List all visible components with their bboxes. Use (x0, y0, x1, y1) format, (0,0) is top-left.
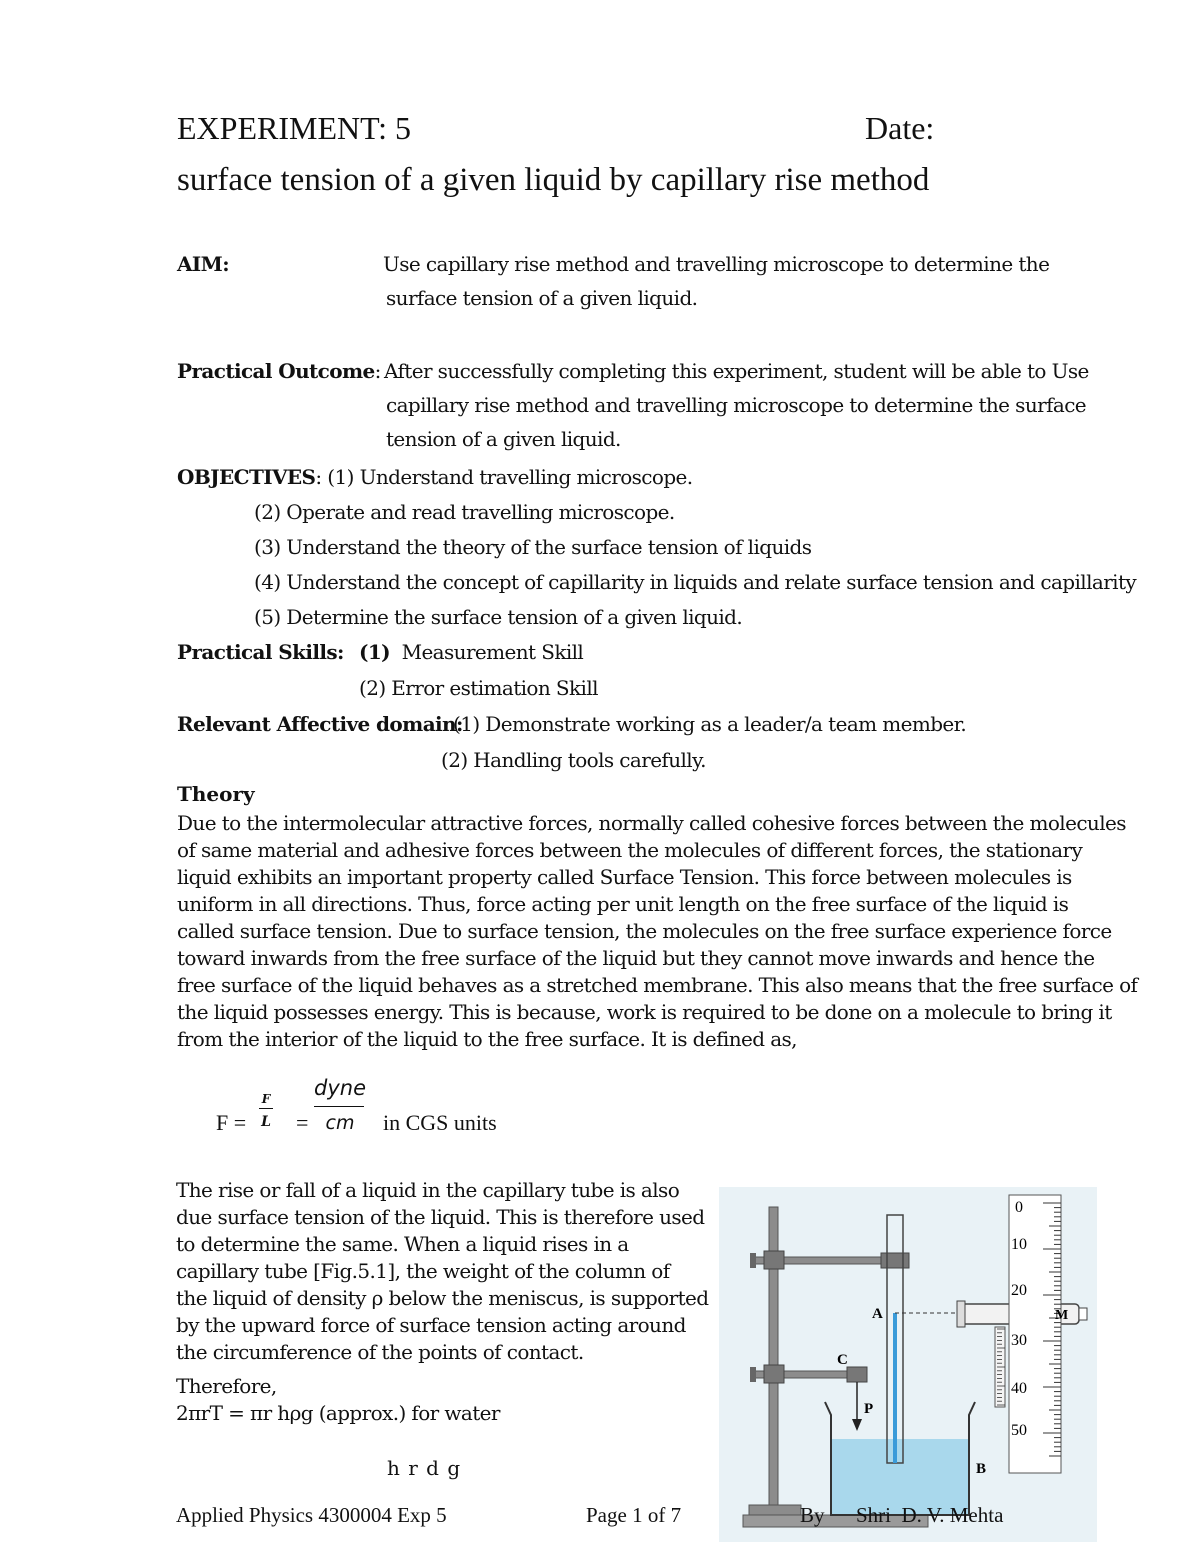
formula-units: in CGS units (383, 1110, 497, 1135)
footer-course: Applied Physics 4300004 Exp 5 (176, 1503, 447, 1527)
scale-label-30: 30 (1011, 1332, 1027, 1349)
formula-lhs: F = (216, 1110, 247, 1135)
objective-5: (5) Determine the surface tension of a given liquid. (254, 605, 743, 629)
aim-line-2: surface tension of a given liquid. (386, 286, 698, 310)
formula-fraction-bar-2 (314, 1106, 364, 1107)
theory-line: free surface of the liquid behaves as a stretched membrane. This also means that the free surface of (177, 973, 1138, 997)
date-label: Date: (865, 110, 935, 146)
objective-1: : (1) Understand travelling microscope. (315, 465, 693, 489)
theory-line: toward inwards from the free surface of the liquid but they cannot move inwards and hence the (177, 946, 1095, 970)
objectives-row-1 (177, 465, 693, 489)
formula-denominator-2: cm (325, 1112, 355, 1134)
skill-2: (2) Error estimation Skill (359, 676, 598, 700)
footer-page-number: Page 1 of 7 (586, 1503, 682, 1527)
theory-line: liquid exhibits an important property called Surface Tension. This force between molecules is (177, 865, 1072, 889)
upper-tube-holder (881, 1253, 909, 1268)
theory-line: Due to the intermolecular attractive forces, normally called cohesive forces between the molecules (177, 811, 1126, 835)
lower-clamp-boss (764, 1365, 784, 1383)
microscope-objective (1079, 1308, 1087, 1320)
scale-label-40: 40 (1011, 1380, 1027, 1397)
outcome-label-text: Practical Outcome (177, 359, 375, 383)
label-p: P (864, 1401, 874, 1417)
label-m: M (1055, 1308, 1069, 1323)
label-b: B (976, 1461, 987, 1477)
capillary-apparatus-figure (719, 1187, 1097, 1542)
capillary-paragraph (176, 1177, 708, 1366)
outcome-colon: : (374, 359, 381, 383)
therefore-text: Therefore, (176, 1374, 277, 1398)
needle-holder (847, 1367, 867, 1382)
theory-line: from the interior of the liquid to the free surface. It is defined as, (177, 1027, 797, 1051)
affective-label: Relevant Affective domain: (177, 712, 463, 736)
label-c: C (837, 1352, 848, 1368)
objective-2: (2) Operate and read travelling microscope. (254, 500, 675, 524)
formula-fraction-bar-1 (259, 1108, 273, 1109)
capillary-line: by the upward force of surface tension acting around (176, 1313, 686, 1337)
objective-3: (3) Understand the theory of the surface tension of liquids (254, 535, 812, 559)
capillary-line: the circumference of the points of contact. (176, 1340, 584, 1364)
lower-clamp-knob (750, 1367, 756, 1382)
capillary-line: the liquid of density ρ below the meniscus, is supported (176, 1286, 709, 1310)
affective-1: (1) Demonstrate working as a leader/a team member. (453, 712, 967, 736)
theory-line: called surface tension. Due to surface tension, the molecules on the free surface experience force (177, 919, 1112, 943)
theory-line: the liquid possesses energy. This is because, work is required to be done on a molecule to bring it (177, 1000, 1112, 1024)
theory-line: uniform in all directions. Thus, force acting per unit length on the free surface of the liquid is (177, 892, 1069, 916)
microscope-eyepiece (957, 1301, 965, 1327)
upper-clamp-boss (764, 1251, 784, 1269)
theory-line: of same material and adhesive forces between the molecules of different forces, the stationary (177, 838, 1083, 862)
scale-label-20: 20 (1011, 1282, 1027, 1299)
skill-1-text: Measurement Skill (401, 640, 584, 664)
hrdg-text: h r d g (387, 1456, 462, 1480)
objectives-label: OBJECTIVES (177, 465, 316, 489)
experiment-number: EXPERIMENT: 5 (177, 110, 411, 146)
formula-denominator-1: L (261, 1114, 271, 1130)
scale-label-0: 0 (1015, 1199, 1023, 1216)
skills-label: Practical Skills: (177, 640, 344, 664)
formula-numerator-1: F (261, 1092, 271, 1106)
formula-numerator-2: dyne (314, 1076, 366, 1100)
capillary-equation: 2πrT = πr hρg (approx.) for water (176, 1401, 500, 1425)
footer-author: By Shri D. V. Mehta (800, 1503, 1004, 1527)
capillary-line: capillary tube [Fig.5.1], the weight of the column of (176, 1259, 670, 1283)
upper-clamp-knob (750, 1253, 756, 1268)
aim-label: AIM: (177, 252, 229, 276)
liquid-column (893, 1313, 897, 1463)
theory-paragraph (177, 810, 1138, 1053)
skill-1 (359, 640, 583, 664)
label-a: A (872, 1306, 883, 1322)
page-title: surface tension of a given liquid by capillary rise method (177, 162, 930, 198)
skill-1-number: (1) (359, 640, 391, 664)
theory-heading: Theory (177, 782, 255, 806)
objective-4: (4) Understand the concept of capillarity in liquids and relate surface tension and capillarity (254, 570, 1137, 594)
scale-label-10: 10 (1011, 1236, 1027, 1253)
capillary-line: due surface tension of the liquid. This is therefore used (176, 1205, 705, 1229)
formula-equals: = (296, 1110, 309, 1135)
outcome-line-2: capillary rise method and travelling microscope to determine the surface (386, 393, 1087, 417)
affective-2: (2) Handling tools carefully. (441, 748, 706, 772)
outcome-line-3: tension of a given liquid. (386, 427, 621, 451)
scale-label-50: 50 (1011, 1422, 1027, 1439)
capillary-line: The rise or fall of a liquid in the capillary tube is also (176, 1178, 680, 1202)
outcome-label (177, 359, 381, 383)
outcome-line-1: After successfully completing this experiment, student will be able to Use (384, 359, 1089, 383)
capillary-line: to determine the same. When a liquid rises in a (176, 1232, 629, 1256)
aim-line-1: Use capillary rise method and travelling microscope to determine the (383, 252, 1050, 276)
